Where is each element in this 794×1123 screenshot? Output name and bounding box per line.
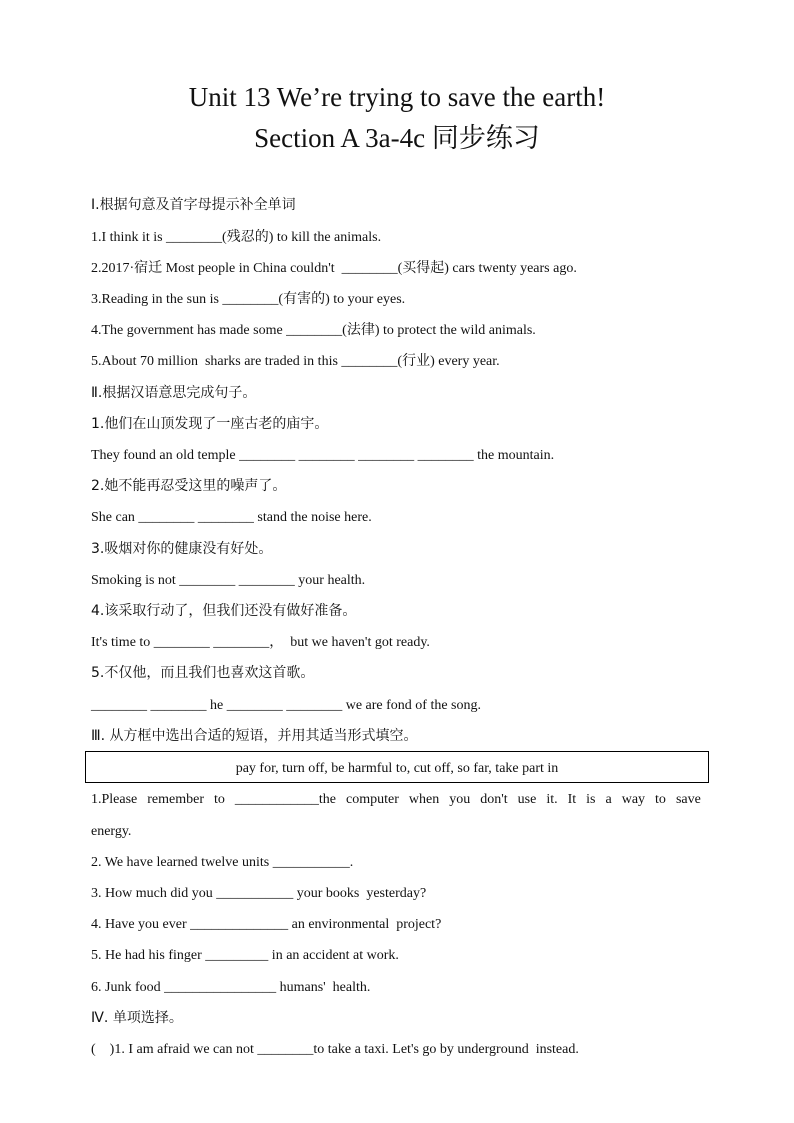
word: to xyxy=(655,792,666,807)
section-1-item: 3.Reading in the sun is ________(有害的) to your eyes. xyxy=(91,292,406,307)
word: ____________the xyxy=(234,792,337,807)
word: you xyxy=(449,792,471,807)
word: It xyxy=(567,792,577,807)
section-3-item: 2. We have learned twelve units ___________. xyxy=(91,855,354,870)
section-3-item: 3. How much did you ___________ your books yesterday? xyxy=(91,886,427,901)
section-2-item-chinese: 2.她不能再忍受这里的噪声了。 xyxy=(91,478,287,494)
section-2-item-english: She can ________ ________ stand the noise here. xyxy=(91,510,372,525)
section-2-item-english: It's time to ________ ________， but we haven't got ready. xyxy=(91,635,430,650)
section-1-item: 4.The government has made some ________(法律) to protect the wild animals. xyxy=(91,323,536,338)
page-title: Unit 13 We’re trying to save the earth! xyxy=(188,82,606,112)
word: computer xyxy=(346,792,399,807)
word: 1.Please xyxy=(91,792,138,807)
section-3-item: 6. Junk food ________________ humans' health. xyxy=(91,980,371,995)
phrase-box xyxy=(85,751,709,783)
word: it. xyxy=(546,792,558,807)
word: way xyxy=(621,792,646,807)
word: when xyxy=(408,792,440,807)
section-2-item-chinese: 3.吸烟对你的健康没有好处。 xyxy=(91,541,273,557)
section-3-heading: Ⅲ. 从方框中选出合适的短语，并用其适当形式填空。 xyxy=(91,728,418,744)
section-1-heading: Ⅰ.根据句意及首字母提示补全单词 xyxy=(91,197,296,213)
word: don't xyxy=(480,792,508,807)
section-1-item: 5.About 70 million sharks are traded in this ________(行业) every year. xyxy=(91,354,500,369)
section-2-item-english: They found an old temple ________ ________ ________ ________ the mountain. xyxy=(91,448,555,463)
section-3-item: 5. He had his finger _________ in an accident at work. xyxy=(91,948,399,963)
word: to xyxy=(214,792,225,807)
word: use xyxy=(517,792,537,807)
section-2-item-chinese: 4.该采取行动了，但我们还没有做好准备。 xyxy=(91,603,357,619)
section-3-item-1 xyxy=(91,793,701,807)
section-3-item-1-continued: energy. xyxy=(91,824,132,839)
section-1-item: 1.I think it is ________(残忍的) to kill the animals. xyxy=(91,230,382,245)
section-2-heading: Ⅱ.根据汉语意思完成句子。 xyxy=(91,385,257,401)
section-4-item: ( )1. I am afraid we can not ________to take a taxi. Let's go by underground instead. xyxy=(91,1042,579,1057)
section-1-item: 2.2017·宿迁 Most people in China couldn't ________(买得起) cars twenty years ago. xyxy=(91,261,577,276)
word: remember xyxy=(147,792,205,807)
word: is xyxy=(586,792,596,807)
word: a xyxy=(605,792,612,807)
phrase-box-text: pay for, turn off, be harmful to, cut off, so far, take part in xyxy=(235,761,559,776)
word: save xyxy=(675,792,701,807)
section-4-heading: Ⅳ. 单项选择。 xyxy=(91,1010,183,1026)
section-2-item-english: ________ ________ he ________ ________ we are fond of the song. xyxy=(91,698,482,713)
section-3-item: 4. Have you ever ______________ an environmental project? xyxy=(91,917,442,932)
section-2-item-english: Smoking is not ________ ________ your health. xyxy=(91,573,366,588)
page-subtitle: Section A 3a-4c 同步练习 xyxy=(254,123,540,153)
section-2-item-chinese: 1.他们在山顶发现了一座古老的庙宇。 xyxy=(91,416,329,432)
section-2-item-chinese: 5.不仅他，而且我们也喜欢这首歌。 xyxy=(91,665,315,681)
